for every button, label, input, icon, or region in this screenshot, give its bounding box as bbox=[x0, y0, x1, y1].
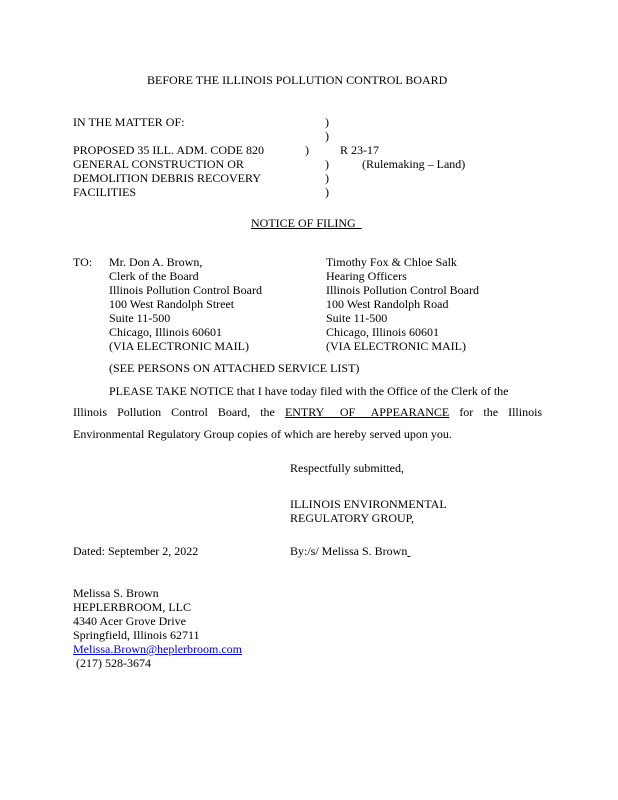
signature-line: By:/s/ Melissa S. Brown bbox=[290, 544, 449, 558]
signature-underline bbox=[407, 544, 449, 558]
recipient-left-line: Mr. Don A. Brown, bbox=[109, 255, 203, 269]
caption-paren: ) bbox=[325, 115, 329, 129]
recipient-left-line: Clerk of the Board bbox=[109, 269, 199, 283]
recipient-right-line: Suite 11-500 bbox=[326, 311, 388, 325]
signer-firm: HEPLERBROOM, LLC bbox=[73, 600, 192, 614]
caption-paren: ) bbox=[325, 171, 329, 185]
recipient-right-line: (VIA ELECTRONIC MAIL) bbox=[326, 339, 466, 353]
recipient-left-line: Chicago, Illinois 60601 bbox=[109, 325, 222, 339]
signer-name: Melissa S. Brown bbox=[73, 586, 159, 600]
dated-line: Dated: September 2, 2022 bbox=[73, 544, 199, 558]
signer-email-link[interactable]: Melissa.Brown@heplerbroom.com bbox=[73, 642, 243, 656]
recipient-right-line: Chicago, Illinois 60601 bbox=[326, 325, 439, 339]
notice-body-line-2: Illinois Pollution Control Board, the ENTRY OF APPEARANCE for the Illinois bbox=[73, 405, 543, 419]
notice-body-line-1: PLEASE TAKE NOTICE that I have today filed with the Office of the Clerk of the bbox=[109, 384, 509, 398]
docket-type: (Rulemaking – Land) bbox=[362, 157, 466, 171]
caption-paren: ) bbox=[305, 143, 309, 157]
proposal-line-3: DEMOLITION DEBRIS RECOVERY bbox=[73, 171, 261, 185]
caption-paren: ) bbox=[325, 157, 329, 171]
service-list-note: (SEE PERSONS ON ATTACHED SERVICE LIST) bbox=[109, 361, 360, 375]
caption-paren: ) bbox=[325, 129, 329, 143]
recipient-right-line: Timothy Fox & Chloe Salk bbox=[326, 255, 457, 269]
in-matter-label: IN THE MATTER OF: bbox=[73, 115, 185, 129]
recipient-left-line: Illinois Pollution Control Board bbox=[109, 283, 263, 297]
recipient-left-line: Suite 11-500 bbox=[109, 311, 171, 325]
board-heading: BEFORE THE ILLINOIS POLLUTION CONTROL BOARD bbox=[147, 73, 448, 87]
proposal-line-1: PROPOSED 35 ILL. ADM. CODE 820 bbox=[73, 143, 265, 157]
respectfully-submitted: Respectfully submitted, bbox=[290, 461, 404, 475]
notice-title: NOTICE OF FILING bbox=[251, 216, 356, 230]
recipient-right-line: Hearing Officers bbox=[326, 269, 407, 283]
signer-phone: (217) 528-3674 bbox=[73, 656, 151, 670]
recipient-right-line: Illinois Pollution Control Board bbox=[326, 283, 480, 297]
caption-paren: ) bbox=[325, 185, 329, 199]
entry-of-appearance: ENTRY OF APPEARANCE bbox=[284, 405, 450, 419]
proposal-line-2: GENERAL CONSTRUCTION OR bbox=[73, 157, 244, 171]
notice-body-line-3: Environmental Regulatory Group copies of which are hereby served upon you. bbox=[73, 427, 452, 441]
org-name-line-1: ILLINOIS ENVIRONMENTAL bbox=[290, 497, 447, 511]
proposal-line-4: FACILITIES bbox=[73, 185, 137, 199]
docket-number: R 23-17 bbox=[340, 143, 379, 157]
recipient-left-line: 100 West Randolph Street bbox=[109, 297, 235, 311]
signer-city: Springfield, Illinois 62711 bbox=[73, 628, 200, 642]
signer-street: 4340 Acer Grove Drive bbox=[73, 614, 186, 628]
org-name-line-2: REGULATORY GROUP, bbox=[290, 511, 415, 525]
recipient-right-line: 100 West Randolph Road bbox=[326, 297, 449, 311]
to-label: TO: bbox=[73, 255, 93, 269]
recipient-left-line: (VIA ELECTRONIC MAIL) bbox=[109, 339, 249, 353]
